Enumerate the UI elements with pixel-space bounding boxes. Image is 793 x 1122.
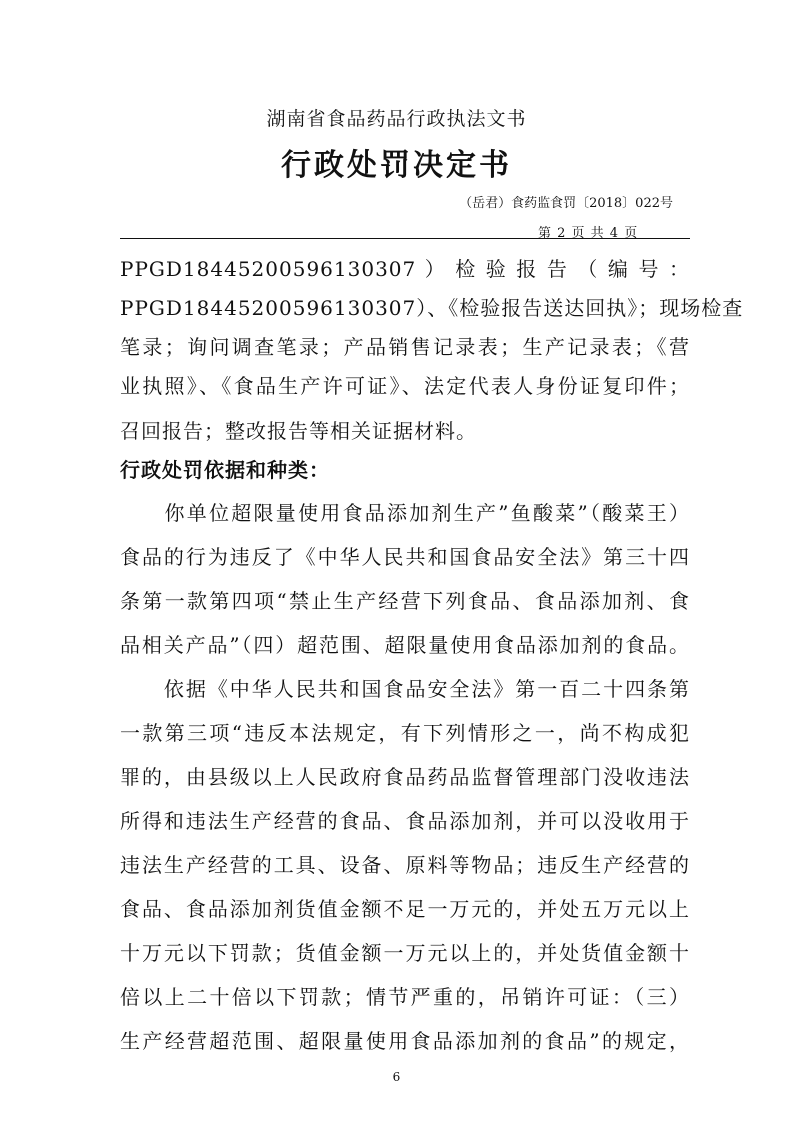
- body-line-5: 召回报告；整改报告等相关证据材料。: [120, 419, 477, 443]
- header-divider: [120, 238, 690, 239]
- body-line-9: 条第一款第四项“禁止生产经营下列食品、食品添加剂、食: [120, 589, 690, 613]
- section-heading: 行政处罚依据和种类：: [120, 458, 330, 482]
- body-line-19: 生产经营超范围、超限量使用食品添加剂的食品”的规定，: [120, 1029, 690, 1053]
- document-title: 行政处罚决定书: [281, 148, 512, 183]
- body-line-18: 倍以上二十倍以下罚款；情节严重的，吊销许可证：（三）: [120, 985, 690, 1009]
- body-line-1: PPGD18445200596130307 ） 检 验 报 告 （ 编 号 ：: [120, 257, 690, 281]
- page-number: 6: [392, 1070, 401, 1084]
- body-line-15: 违法生产经营的工具、设备、原料等物品；违反生产经营的: [120, 853, 690, 877]
- document-number: （岳君）食药监食罚〔2018〕022号: [459, 196, 673, 211]
- page-info: 第 2 页 共 4 页: [538, 226, 639, 241]
- body-line-12: 一款第三项“违反本法规定，有下列情形之一，尚不构成犯: [120, 721, 690, 745]
- body-line-14: 所得和违法生产经营的食品、食品添加剂，并可以没收用于: [120, 809, 690, 833]
- body-line-10: 品相关产品”（四）超范围、超限量使用食品添加剂的食品。: [120, 633, 690, 657]
- body-line-2: PPGD18445200596130307）、《检验报告送达回执》；现场检查: [120, 296, 744, 320]
- body-line-7: 你单位超限量使用食品添加剂生产”鱼酸菜”（酸菜王）: [120, 501, 690, 525]
- agency-title: 湖南省食品药品行政执法文书: [266, 108, 527, 130]
- body-line-11: 依据《中华人民共和国食品安全法》第一百二十四条第: [120, 677, 690, 701]
- body-line-16: 食品、食品添加剂货值金额不足一万元的，并处五万元以上: [120, 897, 690, 921]
- body-line-3: 笔录；询问调查笔录；产品销售记录表；生产记录表；《营: [120, 335, 690, 359]
- body-line-4: 业执照》、《食品生产许可证》、法定代表人身份证复印件；: [120, 374, 690, 398]
- body-line-17: 十万元以下罚款；货值金额一万元以上的，并处货值金额十: [120, 941, 690, 965]
- body-line-8: 食品的行为违反了《中华人民共和国食品安全法》第三十四: [120, 545, 690, 569]
- body-line-13: 罪的，由县级以上人民政府食品药品监督管理部门没收违法: [120, 765, 690, 789]
